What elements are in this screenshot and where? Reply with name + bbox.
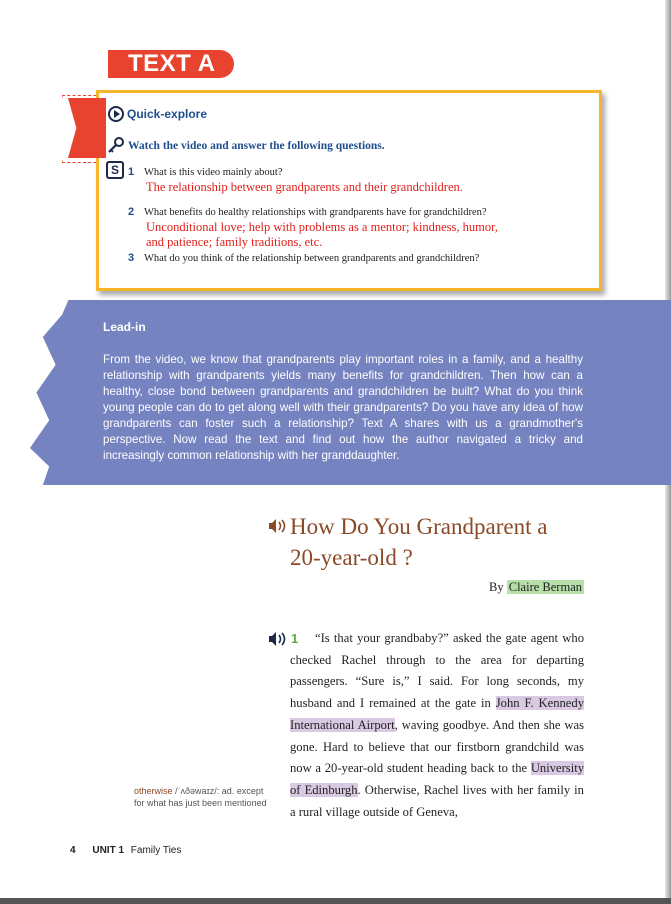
answer-2-line-2: and patience; family traditions, etc. xyxy=(146,235,323,249)
highlighted-place[interactable]: John F. Kennedy International Airport xyxy=(290,696,584,732)
question-3 xyxy=(128,252,479,264)
unit-label: UNIT 1 xyxy=(92,845,125,856)
article-title xyxy=(290,511,610,573)
question-text: What is this video mainly about? xyxy=(144,167,283,178)
glossary-pos: ad. xyxy=(221,786,235,796)
question-number: 3 xyxy=(128,252,135,264)
question-1 xyxy=(128,166,283,178)
title-line-2: 20-year-old ? xyxy=(290,545,413,570)
lead-in-title: Lead-in xyxy=(103,320,146,334)
title-line-1: How Do You Grandparent a xyxy=(290,514,548,539)
highlighted-place[interactable]: University of Edinburgh xyxy=(290,761,584,797)
question-number: 1 xyxy=(128,166,135,178)
key-icon xyxy=(107,136,125,154)
paragraph-number: 1 xyxy=(291,631,299,646)
quick-explore-instruction: Watch the video and answer the following questions. xyxy=(128,140,385,152)
quick-explore-title: Quick-explore xyxy=(127,107,208,121)
s-badge-icon: S xyxy=(106,161,124,179)
paragraph-text: “Is that your grandbaby?” asked the gate agent who checked Rachel through to the area for departing passengers. “Sure is,” I said. For long seconds, my husband and I remained at the gate in xyxy=(290,631,584,711)
glossary-word: otherwise xyxy=(134,786,173,796)
question-2 xyxy=(128,206,487,218)
lead-in-text: From the video, we know that grandparents play important roles in a family, and a healthy relationship with grandparents yields many benefits for grandchildren. Then how can a healthy, close bond between grandparents and grandchildren be built? What do you think young people can do to get along well with their grandparents? Do you have any idea of how grandparents can foster such a relationship? Text A shares with us a grandmother's perspective. Now read the text and find out how the author navigated a tricky and increasingly common relationship with her granddaughter. xyxy=(103,353,583,462)
glossary-note xyxy=(134,785,274,809)
page-number: 4 xyxy=(70,845,76,856)
byline xyxy=(440,580,584,595)
page-footer xyxy=(70,845,181,856)
section-label: TEXT A xyxy=(108,50,234,78)
paragraph-audio-icon[interactable] xyxy=(265,631,287,647)
page-edge-bottom xyxy=(0,898,671,904)
author-name: Claire Berman xyxy=(508,580,582,594)
audio-icon[interactable] xyxy=(265,518,287,534)
question-number: 2 xyxy=(128,206,135,218)
glossary-definition: except for what has just been mentioned xyxy=(134,786,267,808)
answer-2-line-1: Unconditional love; help with problems as a mentor; kindness, humor, xyxy=(146,220,498,234)
glossary-pronunciation: /ˈʌðəwaɪz/: xyxy=(175,786,220,796)
paragraph-1 xyxy=(290,628,584,823)
unit-title: Family Ties xyxy=(130,845,182,856)
play-icon[interactable] xyxy=(108,106,124,122)
paragraph-text: . Otherwise, Rachel lives with her family in a rural village outside of Geneva, xyxy=(290,782,584,819)
paragraph-text: , waving goodbye. And then she was gone. Hard to believe that our firstborn grandchild was now a 20-year-old student heading back to the xyxy=(290,717,584,776)
answer-1: The relationship between grandparents and their grandchildren. xyxy=(146,180,463,194)
question-text: What benefits do healthy relationships with grandparents have for grandchildren? xyxy=(144,207,487,218)
byline-prefix: By xyxy=(489,580,504,594)
question-text: What do you think of the relationship between grandparents and grandchildren? xyxy=(144,253,480,264)
